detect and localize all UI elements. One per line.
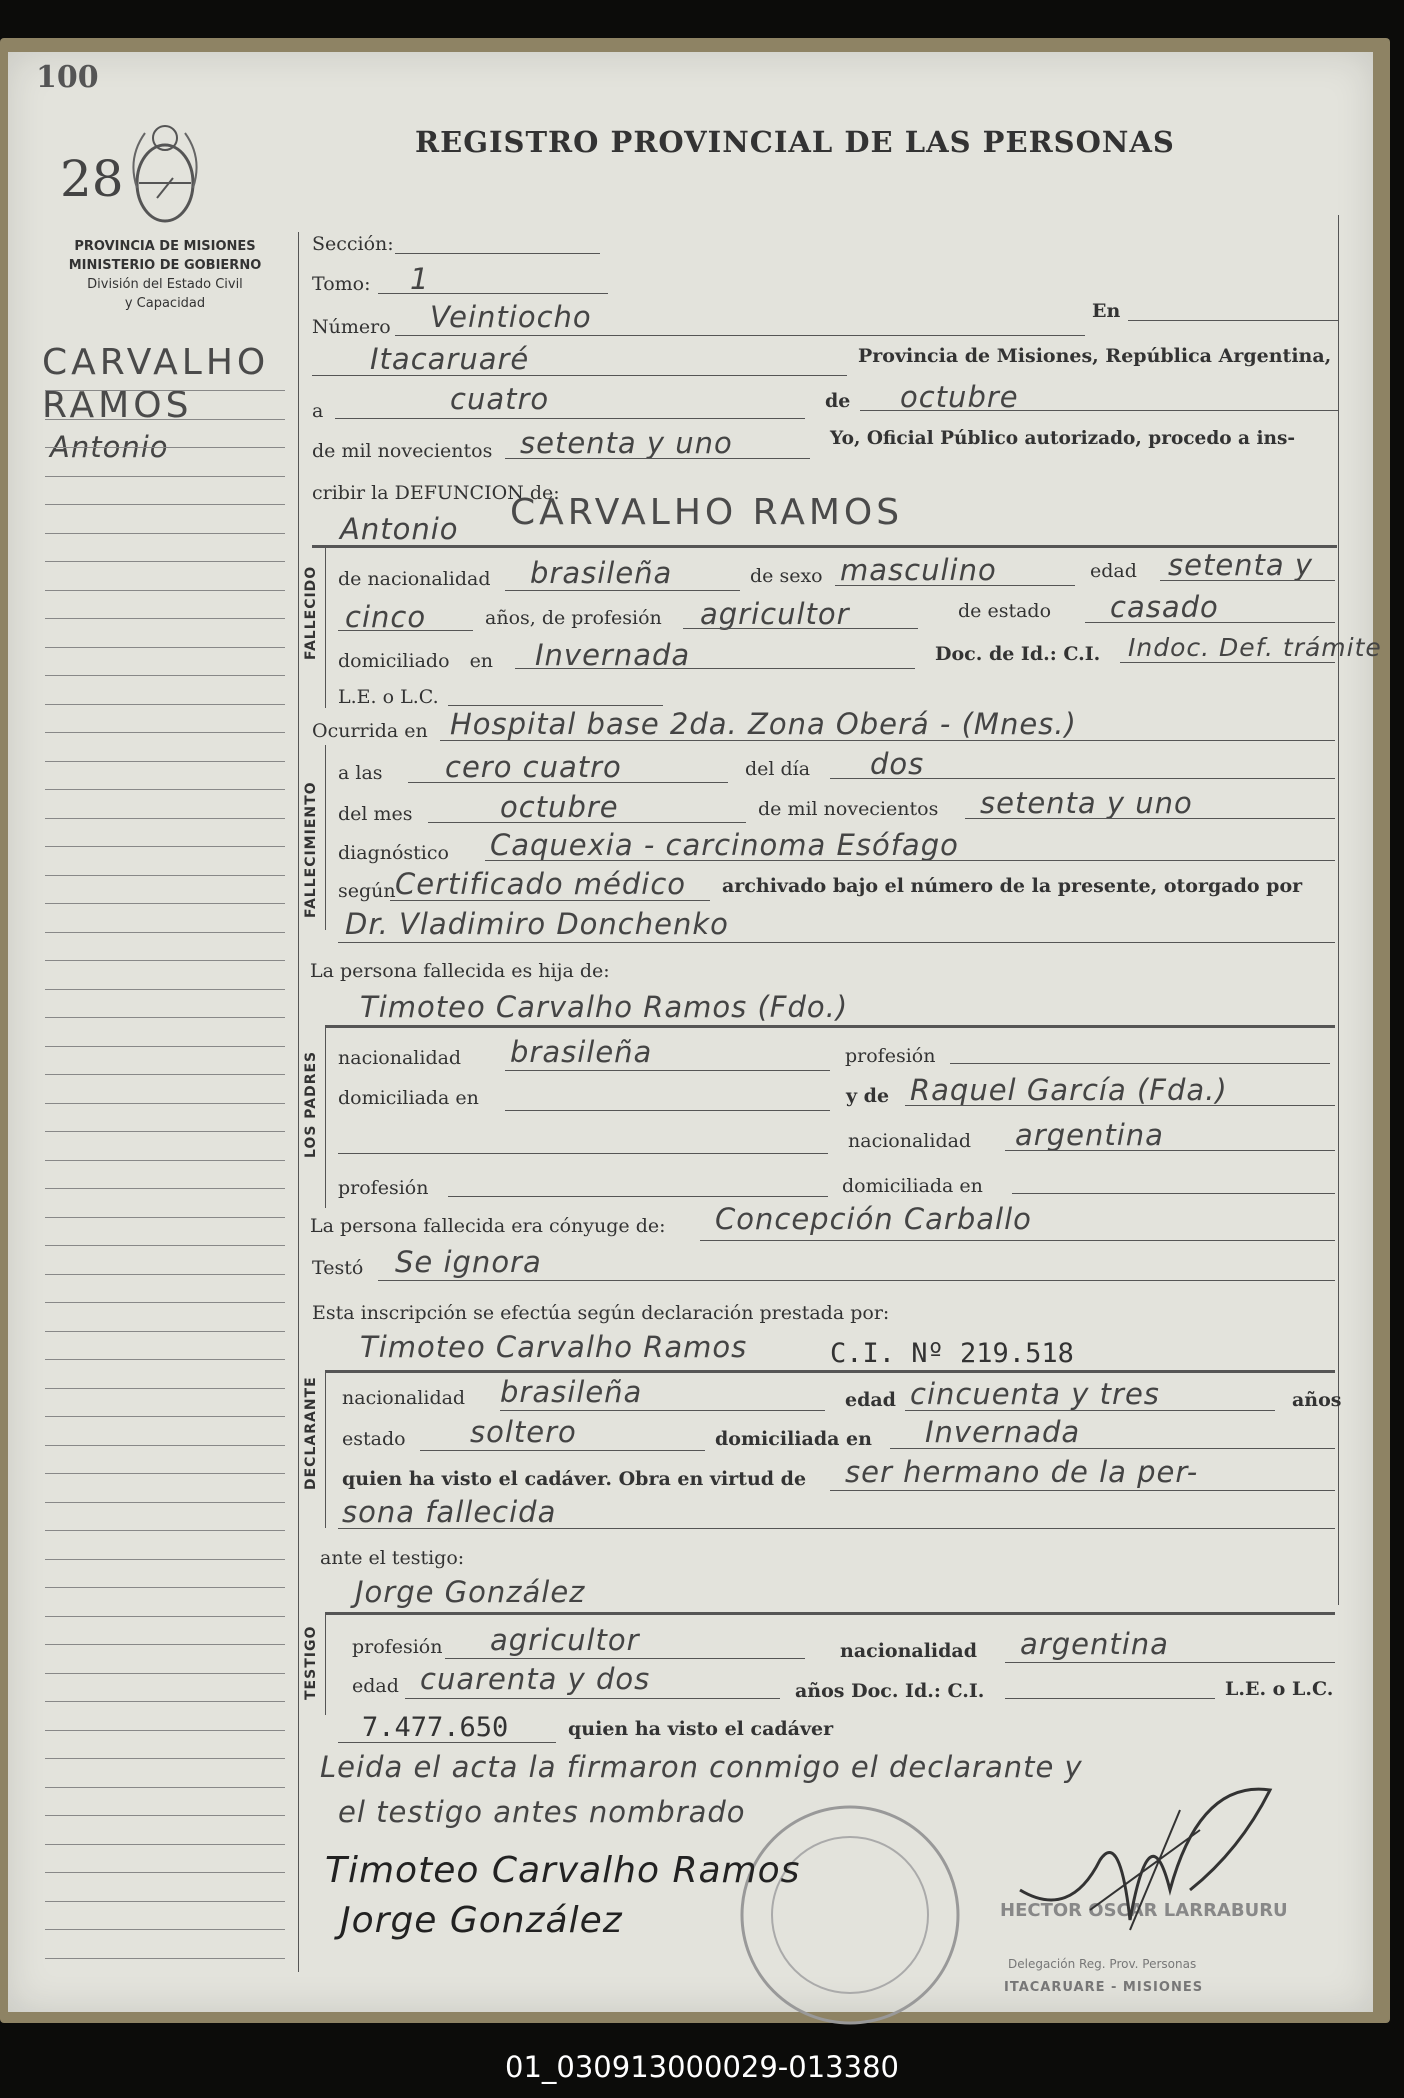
value-domicilio: Invernada [535, 638, 691, 672]
margin-rule [45, 989, 285, 990]
value-fallecido-nacionalidad: brasileña [530, 556, 673, 590]
stamp-localidad: ITACARUARE - MISIONES [1004, 1980, 1204, 1995]
side-label-fallecimiento: FALLECIMIENTO [303, 781, 319, 918]
label-provincia: Provincia de Misiones, República Argentina, [858, 345, 1332, 367]
margin-rule [45, 1872, 285, 1873]
margin-rule [45, 704, 285, 705]
page-number: 28 [60, 150, 124, 208]
authority-line-1: PROVINCIA DE MISIONES [74, 239, 256, 254]
label-testigo-nacionalidad: nacionalidad [840, 1640, 978, 1662]
value-diagnostico: Caquexia - carcinoma Esófago [490, 828, 959, 862]
margin-given-name: Antonio [50, 430, 169, 464]
margin-rule [45, 561, 285, 562]
label-diagnostico: diagnóstico [338, 842, 449, 864]
value-sexo: masculino [840, 553, 997, 587]
label-en-2: en [469, 650, 494, 672]
value-padre: Timoteo Carvalho Ramos (Fdo.) [360, 990, 849, 1024]
stamp-delegacion: Delegación Reg. Prov. Personas [1008, 1957, 1197, 1971]
label-de-mil: de mil novecientos [312, 440, 493, 462]
value-hora: cero cuatro [445, 750, 622, 784]
value-fallecido-apellido: CARVALHO RAMOS [510, 492, 904, 533]
value-madre-nacionalidad: argentina [1015, 1118, 1164, 1152]
label-de: de [825, 390, 851, 412]
document-title: REGISTRO PROVINCIAL DE LAS PERSONAS [415, 125, 1175, 159]
value-declarante-nacionalidad: brasileña [500, 1375, 643, 1409]
label-sexo: de sexo [750, 565, 823, 587]
margin-rule [45, 1502, 285, 1503]
value-numero: Veintiocho [430, 300, 592, 334]
margin-rule [45, 1787, 285, 1788]
margin-rule [45, 447, 285, 448]
margin-rule [45, 1673, 285, 1674]
margin-rule [45, 1103, 285, 1104]
margin-rule [45, 1017, 285, 1018]
value-testo: Se ignora [395, 1245, 542, 1279]
margin-rule [45, 1587, 285, 1588]
margin-rule [45, 1160, 285, 1161]
label-padre-nacionalidad: nacionalidad [338, 1047, 462, 1069]
margin-rule [45, 1958, 285, 1959]
label-madre-domicilio: domiciliada en [842, 1175, 983, 1197]
footer-filename: 01_030913000029-013380 [505, 2050, 899, 2084]
margin-rule [45, 590, 285, 591]
label-doc-id: Doc. de Id.: C.I. [935, 643, 1101, 665]
margin-rule [45, 1644, 285, 1645]
margin-rule [45, 1473, 285, 1474]
value-fallecido-nombre: Antonio [340, 512, 459, 546]
margin-rule [45, 1929, 285, 1930]
label-archivado: archivado bajo el número de la presente, otorgado por [722, 875, 1303, 897]
label-declarante-domicilio: domiciliada en [715, 1428, 872, 1450]
label-testigo-profesion: profesión [352, 1636, 443, 1658]
margin-rule [45, 1274, 285, 1275]
label-inscribir: cribir la DEFUNCION de: [312, 482, 560, 504]
side-label-declarante: DECLARANTE [303, 1376, 319, 1490]
margin-rule [45, 1559, 285, 1560]
label-inscripcion: Esta inscripción se efectúa según declaración prestada por: [312, 1302, 890, 1324]
value-lugar: Itacaruaré [370, 342, 530, 376]
value-segun: Certificado médico [395, 867, 687, 901]
value-testigo-ci: 7.477.650 [362, 1712, 509, 1743]
side-label-fallecido: FALLECIDO [303, 565, 319, 660]
label-madre-nacionalidad: nacionalidad [848, 1130, 972, 1152]
label-hija-de: La persona fallecida es hija de: [310, 960, 610, 982]
margin-surname-2: RAMOS [42, 385, 193, 426]
side-label-testigo: TESTIGO [303, 1625, 319, 1700]
label-oficial: Yo, Oficial Público autorizado, procedo a ins- [830, 428, 1296, 449]
label-declarante-nacionalidad: nacionalidad [342, 1387, 466, 1409]
margin-rule [45, 1074, 285, 1075]
label-testigo-doc: años Doc. Id.: C.I. [795, 1680, 985, 1702]
margin-rule [45, 1188, 285, 1189]
label-y-de: y de [846, 1085, 890, 1107]
margin-surname-1: CARVALHO [42, 342, 270, 383]
margin-rule [45, 1046, 285, 1047]
margin-rule [45, 903, 285, 904]
signature-oficial [1010, 1770, 1300, 1940]
value-conyuge: Concepción Carballo [715, 1202, 1032, 1236]
margin-rule [45, 1245, 285, 1246]
margin-rule [45, 1701, 285, 1702]
value-cierre-1: Leida el acta la firmaron conmigo el declarante y [320, 1750, 1083, 1784]
label-del-mes: del mes [338, 803, 413, 825]
margin-rule [45, 1815, 285, 1816]
label-tomo: Tomo: [312, 273, 371, 295]
label-declarante-edad: edad [845, 1389, 896, 1411]
authority-line-3: División del Estado Civil [87, 277, 243, 292]
label-le-lc: L.E. o L.C. [338, 686, 439, 708]
margin-rule [45, 647, 285, 648]
label-seccion: Sección: [312, 233, 394, 255]
margin-rule [45, 1331, 285, 1332]
label-testigo-visto: quien ha visto el cadáver [568, 1718, 834, 1740]
value-declarante-domicilio: Invernada [925, 1415, 1081, 1449]
value-profesion: agricultor [700, 597, 850, 631]
margin-rule [45, 504, 285, 505]
margin-rule [45, 618, 285, 619]
margin-rule [45, 1758, 285, 1759]
coat-of-arms-icon [125, 118, 205, 233]
margin-rule [45, 1901, 285, 1902]
label-declarante-estado: estado [342, 1428, 406, 1450]
value-mes-inscripcion: octubre [900, 380, 1019, 414]
label-ocurrida: Ocurrida en [312, 720, 428, 742]
value-estado-civil: casado [1110, 590, 1219, 624]
margin-rule [45, 390, 285, 391]
label-estado-civil: de estado [958, 600, 1052, 622]
margin-rule [45, 818, 285, 819]
value-testigo-profesion: agricultor [490, 1623, 640, 1657]
margin-rule [45, 675, 285, 676]
margin-rule [45, 1445, 285, 1446]
margin-rule [45, 960, 285, 961]
value-testigo-nacionalidad: argentina [1020, 1627, 1169, 1661]
margin-rule [45, 1616, 285, 1617]
stamp-official-name: HECTOR OSCAR LARRABURU [1000, 1900, 1288, 1921]
value-declarante-ci: C.I. Nº 219.518 [830, 1338, 1074, 1369]
label-conyuge: La persona fallecida era cónyuge de: [310, 1215, 666, 1237]
value-madre: Raquel García (Fda.) [910, 1073, 1228, 1107]
label-domiciliado: domicilia [338, 650, 426, 672]
label-de-mil-2: de mil novecientos [758, 798, 939, 820]
value-tomo: 1 [410, 262, 430, 296]
signature-testigo: Jorge González [340, 1900, 623, 1941]
label-declarante-anos: años [1292, 1389, 1342, 1411]
value-obra-en-virtud-2: sona fallecida [342, 1495, 557, 1529]
margin-rule [45, 419, 285, 420]
margin-rule [45, 1217, 285, 1218]
value-declarante-edad: cincuenta y tres [910, 1377, 1160, 1411]
value-edad-2: cinco [345, 600, 427, 634]
margin-rule [45, 1359, 285, 1360]
label-padre-domicilio: domiciliada en [338, 1087, 479, 1109]
label-testo: Testó [312, 1257, 364, 1279]
value-anio-fallecimiento: setenta y uno [980, 786, 1193, 820]
authority-line-2: MINISTERIO DE GOBIERNO [68, 258, 262, 273]
signature-declarante: Timoteo Carvalho Ramos [325, 1850, 801, 1891]
value-anio-inscripcion: setenta y uno [520, 426, 733, 460]
label-a-las: a las [338, 762, 383, 784]
label-numero: Número [312, 316, 391, 338]
margin-rule [45, 932, 285, 933]
issuing-authority [40, 237, 290, 313]
margin-rule [45, 732, 285, 733]
value-doc-id: Indoc. Def. trámite [1128, 633, 1382, 662]
value-medico: Dr. Vladimiro Donchenko [345, 907, 729, 941]
margin-rule [45, 533, 285, 534]
label-testigo-le: L.E. o L.C. [1225, 1678, 1334, 1700]
value-edad: setenta y [1168, 548, 1314, 582]
label-declarante-visto: quien ha visto el cadáver. Obra en virtud de [342, 1468, 807, 1490]
margin-rule [45, 1131, 285, 1132]
margin-rule [45, 1388, 285, 1389]
value-cierre-2: el testigo antes nombrado [338, 1795, 746, 1829]
value-testigo-edad: cuarenta y dos [420, 1662, 651, 1696]
value-declarante-estado: soltero [470, 1415, 577, 1449]
value-dia-fallecimiento: dos [870, 747, 925, 781]
label-fallecido-nacionalidad: de nacionalidad [338, 568, 491, 590]
side-label-padres: LOS PADRES [303, 1050, 319, 1158]
margin-rule [45, 1302, 285, 1303]
label-madre-profesion: profesión [338, 1177, 429, 1199]
authority-line-4: y Capacidad [124, 296, 206, 311]
value-declarante: Timoteo Carvalho Ramos [360, 1330, 748, 1364]
value-ocurrida-en: Hospital base 2da. Zona Oberá - (Mnes.) [450, 707, 1077, 741]
margin-rule [45, 1844, 285, 1845]
margin-divider [298, 232, 299, 1972]
value-mes-fallecimiento: octubre [500, 790, 619, 824]
value-padre-nacionalidad: brasileña [510, 1035, 653, 1069]
margin-rule [45, 476, 285, 477]
label-anos-profesion: años, de profesión [485, 607, 662, 629]
margin-rule [45, 1416, 285, 1417]
label-testigo-edad: edad [352, 1675, 399, 1697]
margin-rule [45, 1730, 285, 1731]
label-edad: edad [1090, 560, 1137, 582]
value-obra-en-virtud: ser hermano de la per- [845, 1455, 1199, 1489]
margin-rule [45, 875, 285, 876]
corner-number: 100 [36, 60, 99, 95]
margin-rule [45, 789, 285, 790]
official-seal-stamp [735, 1800, 965, 2030]
label-ante-testigo: ante el testigo: [320, 1547, 465, 1569]
label-del-dia: del día [745, 758, 811, 780]
label-padre-profesion: profesión [845, 1045, 936, 1067]
margin-rule [45, 846, 285, 847]
margin-rule [45, 761, 285, 762]
margin-rule [45, 1530, 285, 1531]
value-testigo: Jorge González [355, 1575, 586, 1609]
label-en: En [1092, 300, 1121, 322]
label-a: a [312, 400, 324, 422]
label-segun: según [338, 880, 396, 902]
value-dia-inscripcion: cuatro [450, 382, 550, 416]
